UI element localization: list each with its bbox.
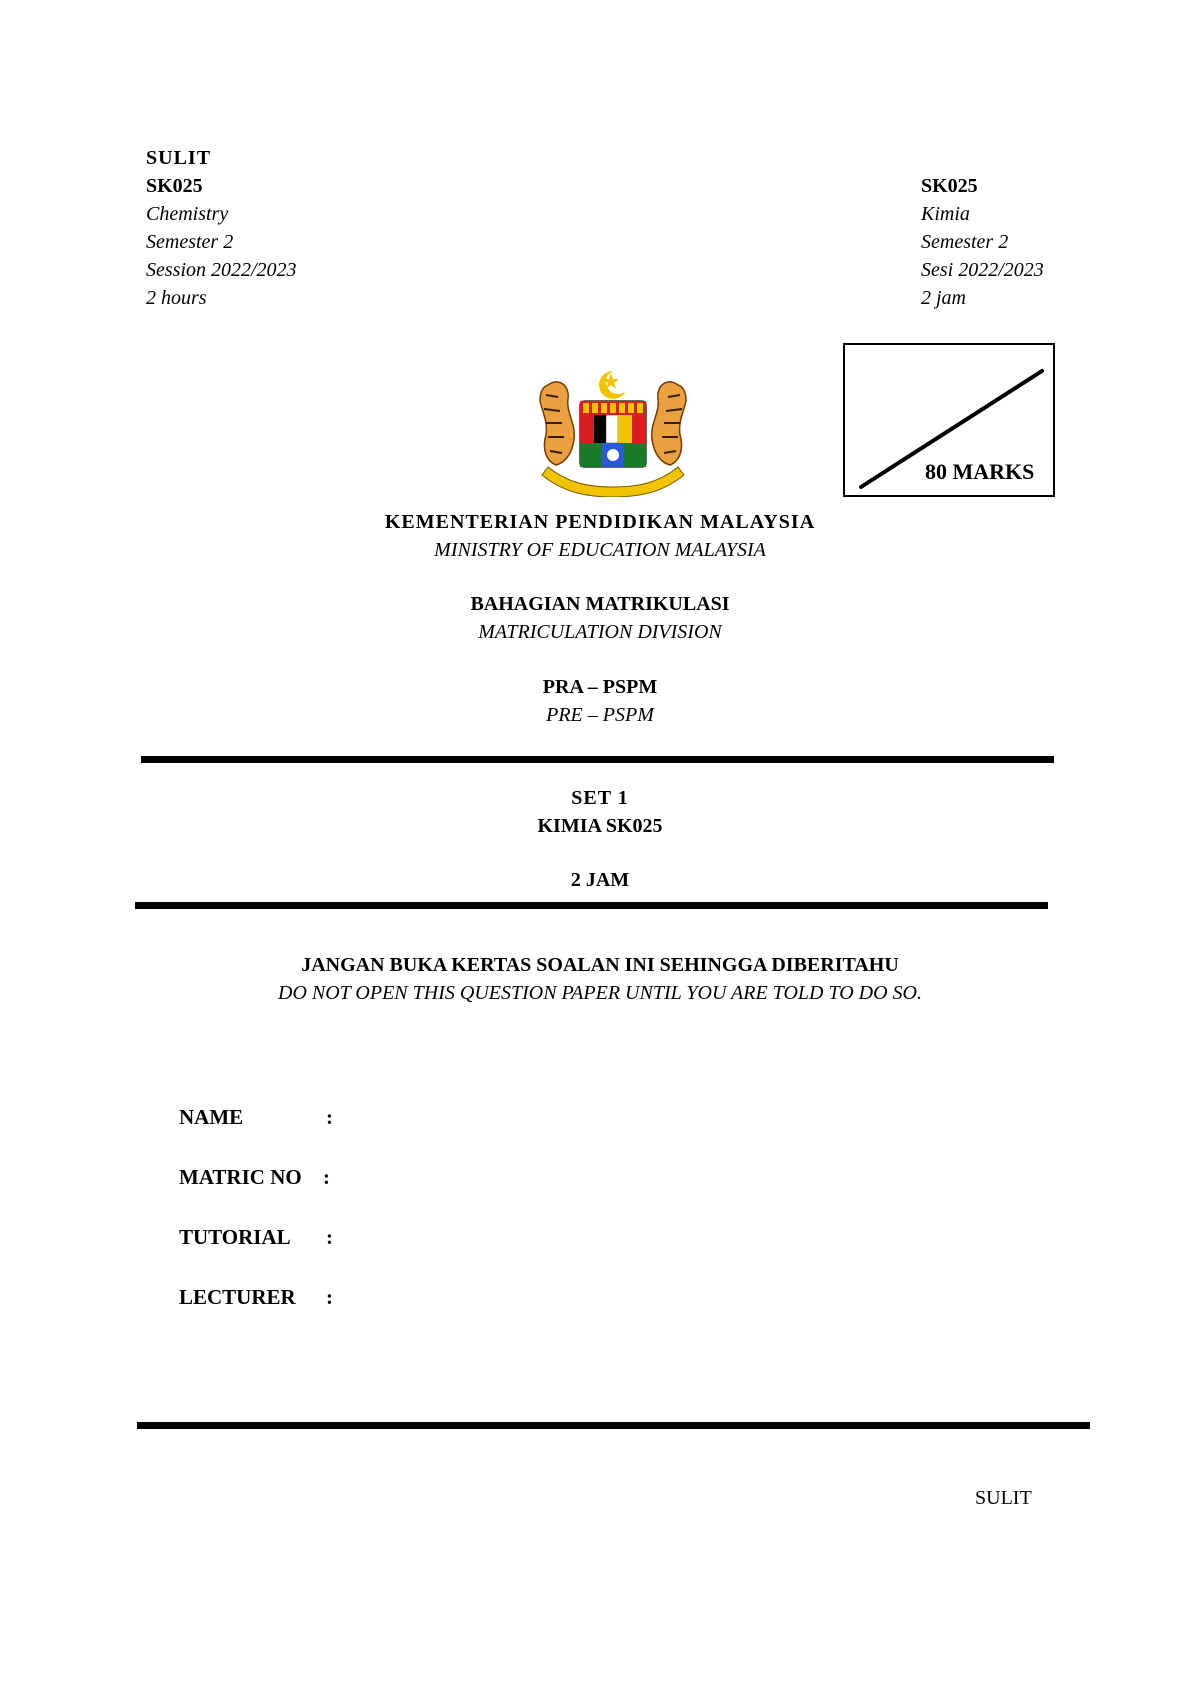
classification-label: SULIT	[146, 147, 212, 169]
semester-label: Semester 2	[146, 231, 234, 253]
course-code: SK025	[146, 175, 203, 197]
field-matric-no-label: MATRIC NO	[179, 1165, 302, 1189]
ministry-title-ms: KEMENTERIAN PENDIDIKAN MALAYSIA	[384, 511, 816, 533]
marks-label: 80 MARKS	[925, 459, 1035, 484]
set-duration-block	[0, 866, 1200, 894]
exam-title-en: PRE – PSPM	[546, 704, 654, 726]
header-left	[146, 144, 297, 312]
field-tutorial-colon: :	[326, 1225, 333, 1249]
field-lecturer	[179, 1285, 333, 1310]
semester-label-ms: Semester 2	[921, 231, 1009, 253]
divider-middle	[135, 902, 1048, 909]
course-code-ms: SK025	[921, 175, 978, 197]
field-matric-no	[179, 1165, 330, 1190]
session-label-ms: Sesi 2022/2023	[921, 259, 1044, 281]
field-lecturer-colon: :	[326, 1285, 333, 1309]
set-number: SET 1	[571, 787, 629, 809]
field-lecturer-label: LECTURER	[179, 1285, 296, 1309]
field-matric-no-colon: :	[323, 1165, 330, 1189]
field-name-label: NAME	[179, 1105, 244, 1129]
exam-title-ms: PRA – PSPM	[542, 676, 658, 698]
field-name	[179, 1105, 333, 1130]
footer-classification: SULIT	[975, 1487, 1032, 1509]
marks-box	[843, 343, 1055, 497]
warning-ms: JANGAN BUKA KERTAS SOALAN INI SEHINGGA DIBERITAHU	[301, 954, 899, 976]
duration-label: 2 hours	[146, 287, 207, 309]
field-tutorial-label: TUTORIAL	[179, 1225, 291, 1249]
division-title-en: MATRICULATION DIVISION	[478, 621, 722, 643]
warning-block	[0, 951, 1200, 1007]
division-title-ms: BAHAGIAN MATRIKULASI	[470, 593, 730, 615]
duration-label-ms: 2 jam	[921, 287, 966, 309]
warning-en: DO NOT OPEN THIS QUESTION PAPER UNTIL YOU ARE TOLD TO DO SO.	[278, 982, 922, 1004]
session-label: Session 2022/2023	[146, 259, 297, 281]
set-block	[0, 784, 1200, 840]
field-tutorial	[179, 1225, 333, 1250]
divider-top	[141, 756, 1054, 763]
exam-block	[0, 673, 1200, 729]
subject-name-ms: Kimia	[921, 203, 970, 225]
paper-duration: 2 JAM	[570, 869, 630, 891]
divider-bottom	[137, 1422, 1090, 1429]
ministry-block	[0, 508, 1200, 564]
ministry-title-en: MINISTRY OF EDUCATION MALAYSIA	[434, 539, 766, 561]
division-block	[0, 590, 1200, 646]
field-name-colon: :	[326, 1105, 333, 1129]
paper-name: KIMIA SK025	[537, 815, 663, 837]
header-right	[921, 172, 1044, 312]
malaysia-coat-of-arms-icon	[528, 365, 698, 497]
subject-name: Chemistry	[146, 203, 229, 225]
